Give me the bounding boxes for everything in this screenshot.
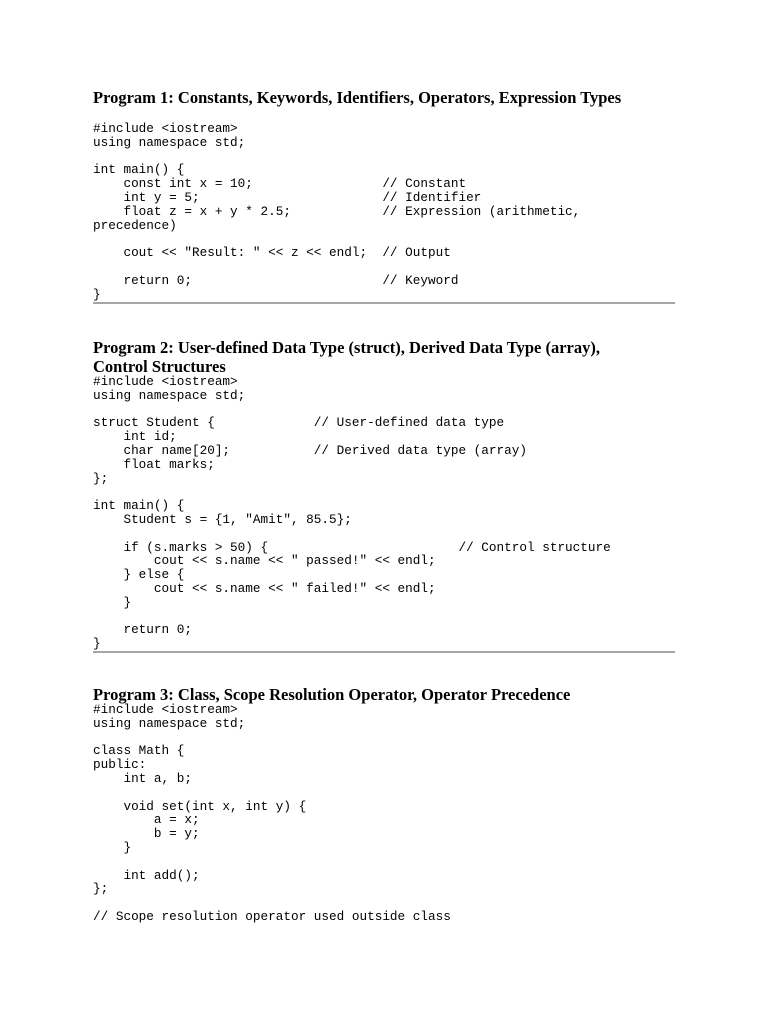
program-2-heading-line-2: Control Structures [93,357,226,376]
program-2-heading-line-1: Program 2: User-defined Data Type (struct), Derived Data Type (array), [93,338,600,357]
program-3-code: #include <iostream> using namespace std; class Math { public: int a, b; void set(int x, int y) { a = x; b = y; } int add(); }; // Scope resolution operator used outside class [93,702,451,924]
program-1-code: #include <iostream> using namespace std; int main() { const int x = 10; // Constant int y = 5; // Identifier float z = x + y * 2.5; // Expression (arithmetic, precedence) cout << "Result: " << z << endl; // Output return 0; // Keyword } [93,121,581,302]
program-1-heading: Program 1: Constants, Keywords, Identifiers, Operators, Expression Types [93,88,622,107]
program-2-code: #include <iostream> using namespace std; struct Student { // User-defined data type int id; char name[20]; // Derived data type (array) float marks; }; int main() { Student s = {1, "Amit", 85.5}; if (s.marks > 50) { // Control structure cout << s.name << " passed!" << endl; } else { cout << s.name << " failed!" << endl; } return 0; } [93,374,611,652]
section-divider [93,302,675,304]
section-divider [93,651,675,653]
program-3-heading: Program 3: Class, Scope Resolution Operator, Operator Precedence [93,685,571,704]
